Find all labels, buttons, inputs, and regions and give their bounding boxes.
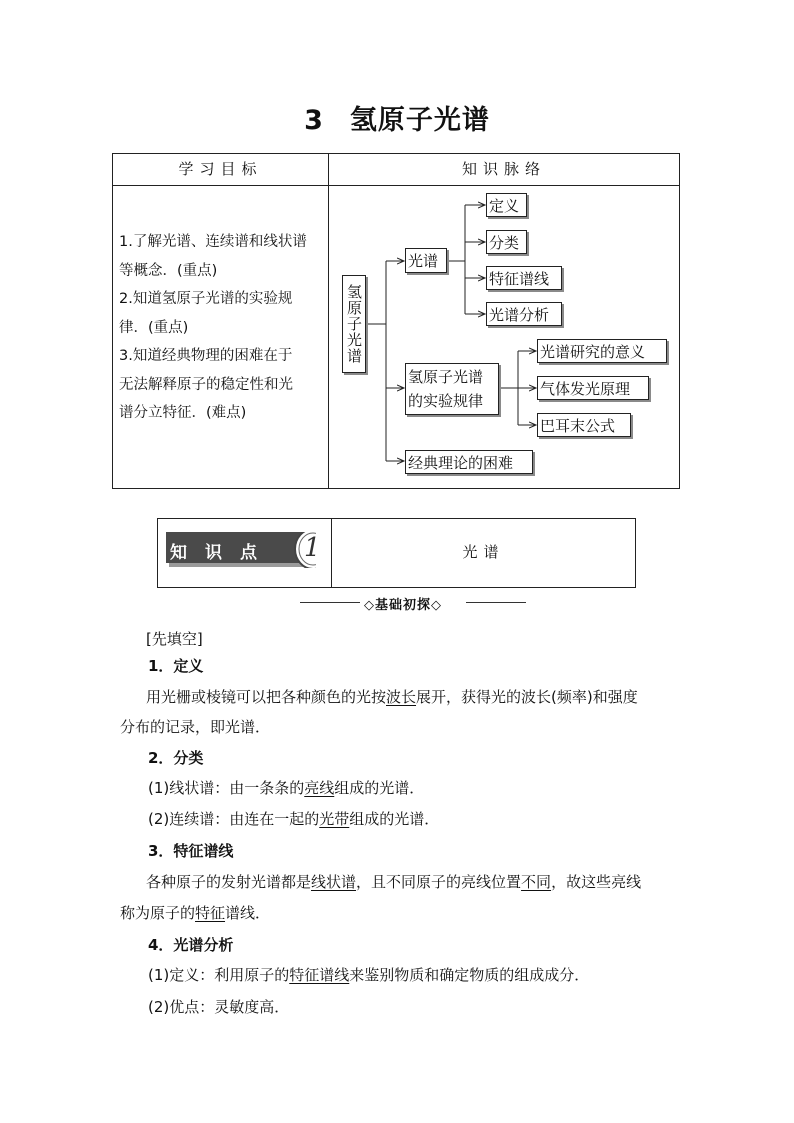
- goal-line: 3.知道经典物理的困难在于: [119, 348, 293, 364]
- goal-line: 2.知道氢原子光谱的实验规: [119, 291, 293, 307]
- mindmap-experimental-law: 氢原子光谱 的实验规律: [405, 363, 499, 415]
- mindmap-balmer-formula: 巴耳末公式: [537, 413, 631, 437]
- mindmap-classification: 分类: [486, 230, 527, 254]
- header-knowledge-map: 知识脉络: [461, 160, 546, 178]
- page-title: 3 氢原子光谱: [304, 105, 490, 136]
- section-heading: 3．特征谱线: [148, 842, 234, 860]
- knowledge-point-number: 1: [304, 533, 321, 563]
- subheading-rule-left: [300, 602, 360, 603]
- classification-line: (1)线状谱：由一条条的亮线组成的光谱．: [148, 779, 425, 797]
- header-learning-goals: 学习目标: [178, 160, 263, 178]
- section-heading: 1．定义: [148, 657, 204, 675]
- mindmap-research-meaning: 光谱研究的意义: [537, 339, 667, 363]
- mindmap-classical-difficulty: 经典理论的困难: [405, 450, 533, 474]
- classification-line: (2)连续谱：由连在一起的光带组成的光谱．: [148, 810, 440, 828]
- goal-line: 等概念．(重点): [119, 262, 218, 279]
- mindmap-root: 氢原子光谱: [342, 275, 366, 373]
- characteristic-line: 各种原子的发射光谱都是线状谱，且不同原子的亮线位置不同，故这些亮线: [146, 873, 642, 891]
- mindmap-definition: 定义: [486, 193, 527, 217]
- characteristic-line: 称为原子的特征谱线．: [120, 904, 271, 922]
- section-subheading: ◇基础初探◇: [300, 594, 530, 612]
- knowledge-point-title: 光谱: [462, 543, 505, 561]
- mindmap-spectral-analysis: 光谱分析: [486, 302, 562, 326]
- mindmap-gas-emission: 气体发光原理: [537, 376, 649, 400]
- knowledge-point-header: [157, 518, 636, 588]
- goal-line: 谱分立特征．(难点): [119, 405, 247, 421]
- analysis-line: (1)定义：利用原子的特征谱线来鉴别物质和确定物质的组成成分．: [148, 966, 590, 984]
- mindmap-spectrum: 光谱: [405, 248, 447, 273]
- mindmap-characteristic-lines: 特征谱线: [486, 266, 562, 290]
- subheading-rule-right: [466, 602, 526, 603]
- knowledge-point-label: 知识点: [170, 543, 275, 563]
- goal-line: 无法解释原子的稳定性和光: [119, 376, 293, 393]
- goal-line: 1.了解光谱、连续谱和线状谱: [119, 234, 307, 250]
- section-heading: 2．分类: [148, 749, 204, 767]
- definition-line: 分布的记录，即光谱．: [120, 718, 271, 736]
- section-heading: 4．光谱分析: [148, 936, 234, 954]
- analysis-line: (2)优点：灵敏度高．: [148, 998, 290, 1016]
- definition-line: 用光栅或棱镜可以把各种颜色的光按波长展开，获得光的波长(频率)和强度: [146, 688, 638, 706]
- fill-blank-label: [先填空]: [146, 630, 203, 648]
- goal-line: 律．(重点): [119, 319, 189, 336]
